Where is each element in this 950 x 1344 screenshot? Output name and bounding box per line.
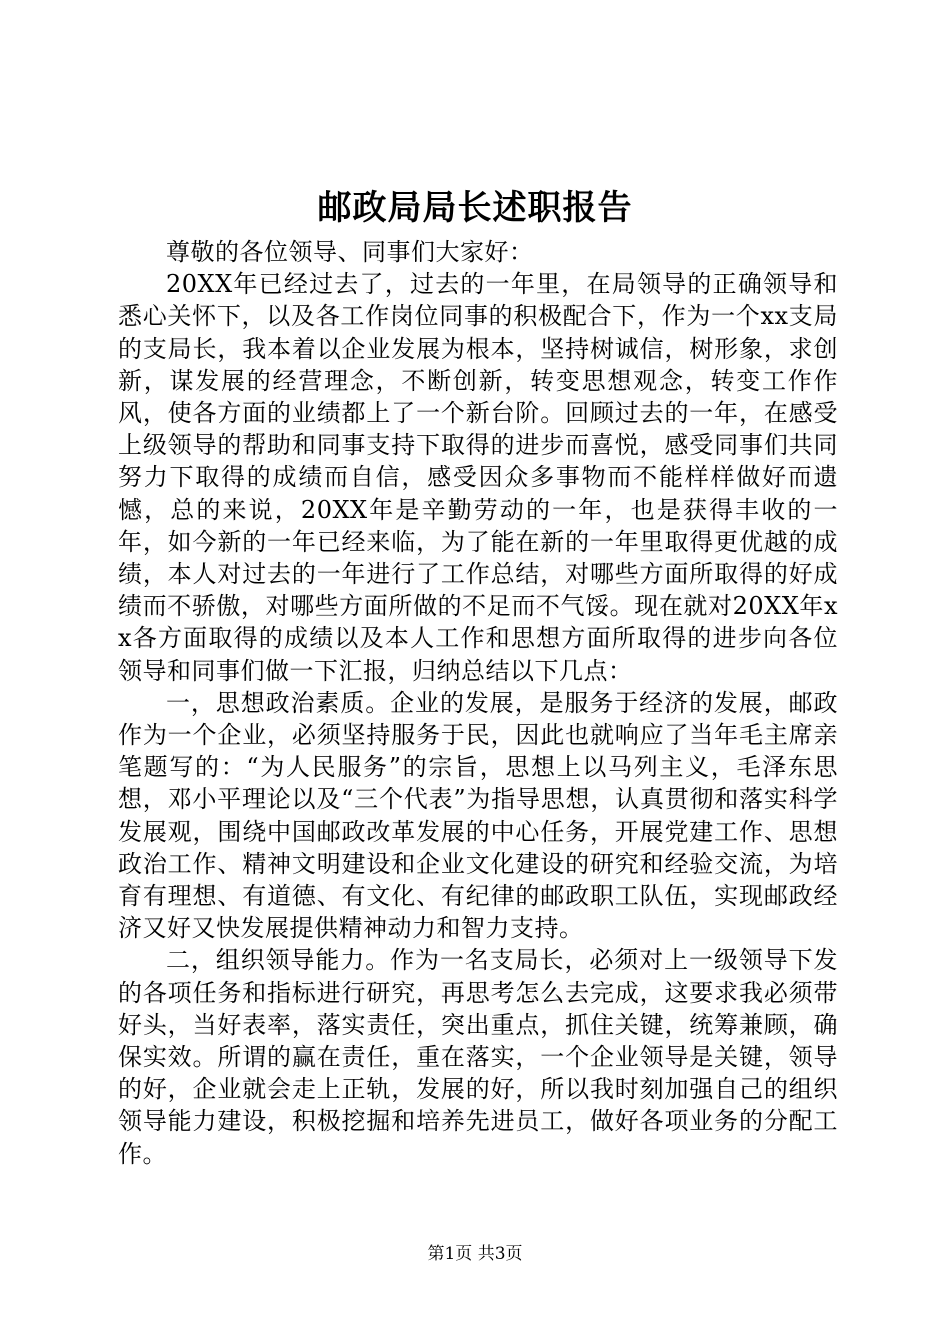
review-paragraph: 20XX年已经过去了，过去的一年里，在局领导的正确领导和悉心关怀下，以及各工作岗位同事的积极配合下，作为一个xx支局的支局长，我本着以企业发展为根本，坚持树诚信，树形象，求创新，谋发展的经营理念，不断创新，转变思想观念，转变工作作风，使各方面的业绩都上了一个新台阶。回顾过去的一年，在感受上级领导的帮助和同事支持下取得的进步而喜悦，感受同事们共同努力下取得的成绩而自信，感受因众多事物而不能样样做好而遗憾，总的来说，20XX年是辛勤劳动的一年，也是获得丰收的一年，如今新的一年已经来临，为了能在新的一年里取得更优越的成绩，本人对过去的一年进行了工作总结，对哪些方面所取得的好成绩而不骄傲，对哪些方面所做的不足而不气馁。现在就对20XX年xx各方面取得的成绩以及本人工作和思想方面所取得的进步向各位领导和同事们做一下汇报，归纳总结以下几点： xyxy=(118,270,838,685)
greeting-paragraph: 尊敬的各位领导、同事们大家好： xyxy=(166,238,534,266)
document-title: 邮政局局长述职报告 xyxy=(317,188,633,228)
leadership-ability-paragraph: 二，组织领导能力。作为一名支局长，必须对上一级领导下发的各项任务和指标进行研究，再思考怎么去完成，这要求我必须带好头，当好表率，落实责任，突出重点，抓住关键，统筹兼顾，确保实效。所谓的赢在责任，重在落实，一个企业领导是关键，领导的好，企业就会走上正轨，发展的好，所以我时刻加强自己的组织领导能力建设，积极挖掘和培养先进员工，做好各项业务的分配工作。 xyxy=(118,946,838,1168)
political-quality-paragraph: 一，思想政治素质。企业的发展，是服务于经济的发展，邮政作为一个企业，必须坚持服务于民，因此也就响应了当年毛主席亲笔题写的：“为人民服务”的宗旨，思想上以马列主义，毛泽东思想，邓小平理论以及“三个代表”为指导思想，认真贯彻和落实科学发展观，围绕中国邮政改革发展的中心任务，开展党建工作、思想政治工作、精神文明建设和企业文化建设的研究和经验交流，为培育有理想、有道德、有文化、有纪律的邮政职工队伍，实现邮政经济又好又快发展提供精神动力和智力支持。 xyxy=(118,688,838,943)
document-body xyxy=(118,236,838,1170)
page-footer: 第1页 共3页 xyxy=(427,1244,523,1264)
